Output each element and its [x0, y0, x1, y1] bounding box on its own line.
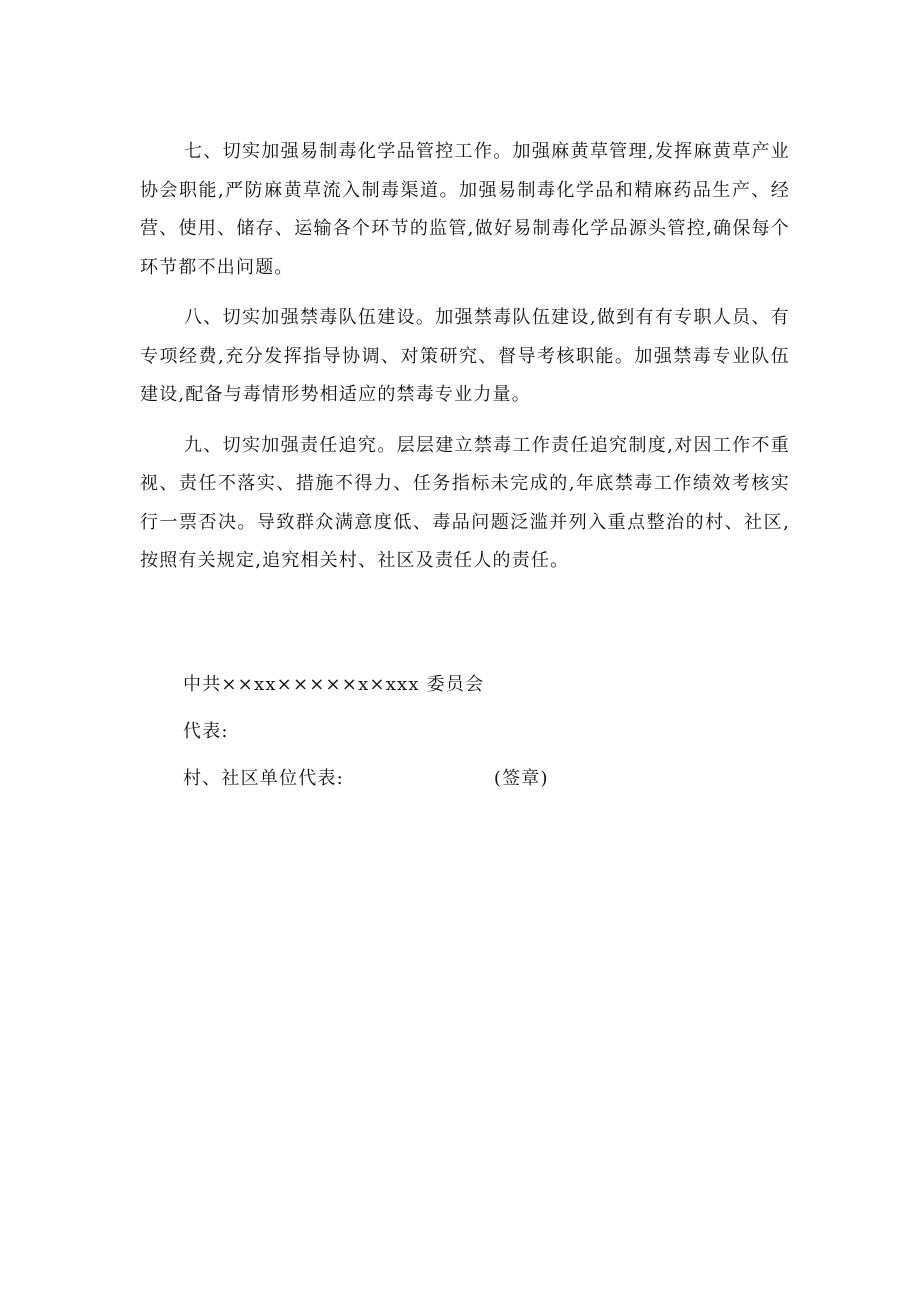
committee-name: 中共××xx×××××x×xxx 委员会 — [183, 674, 485, 695]
document-body — [140, 133, 790, 593]
representative-label: 代表: — [183, 721, 229, 742]
paragraph-item-7: 七、切实加强易制毒化学品管控工作。加强麻黄草管理,发挥麻黄草产业协会职能,严防麻黄草流入制毒渠道。加强易制毒化学品和精麻药品生产、经营、使用、储存、运输各个环节的监管,做好易制毒化学品源头管控,确保每个环节都不出问题。 — [140, 141, 790, 278]
unit-representative-label: 村、社区单位代表: — [183, 768, 344, 789]
seal-label: (签章) — [493, 768, 549, 789]
signature-block — [183, 673, 783, 814]
paragraph-item-8: 八、切实加强禁毒队伍建设。加强禁毒队伍建设,做到有有专职人员、有专项经费,充分发挥指导协调、对策研究、督导考核职能。加强禁毒专业队伍建设,配备与毒情形势相适应的禁毒专业力量。 — [140, 307, 790, 405]
unit-representative-line — [183, 767, 783, 791]
paragraph-item-9: 九、切实加强责任追究。层层建立禁毒工作责任追究制度,对因工作不重视、责任不落实、措施不得力、任务指标未完成的,年底禁毒工作绩效考核实行一票否决。导致群众满意度低、毒品问题泛滥并列入重点整治的村、社区,按照有关规定,追究相关村、社区及责任人的责任。 — [140, 434, 790, 571]
